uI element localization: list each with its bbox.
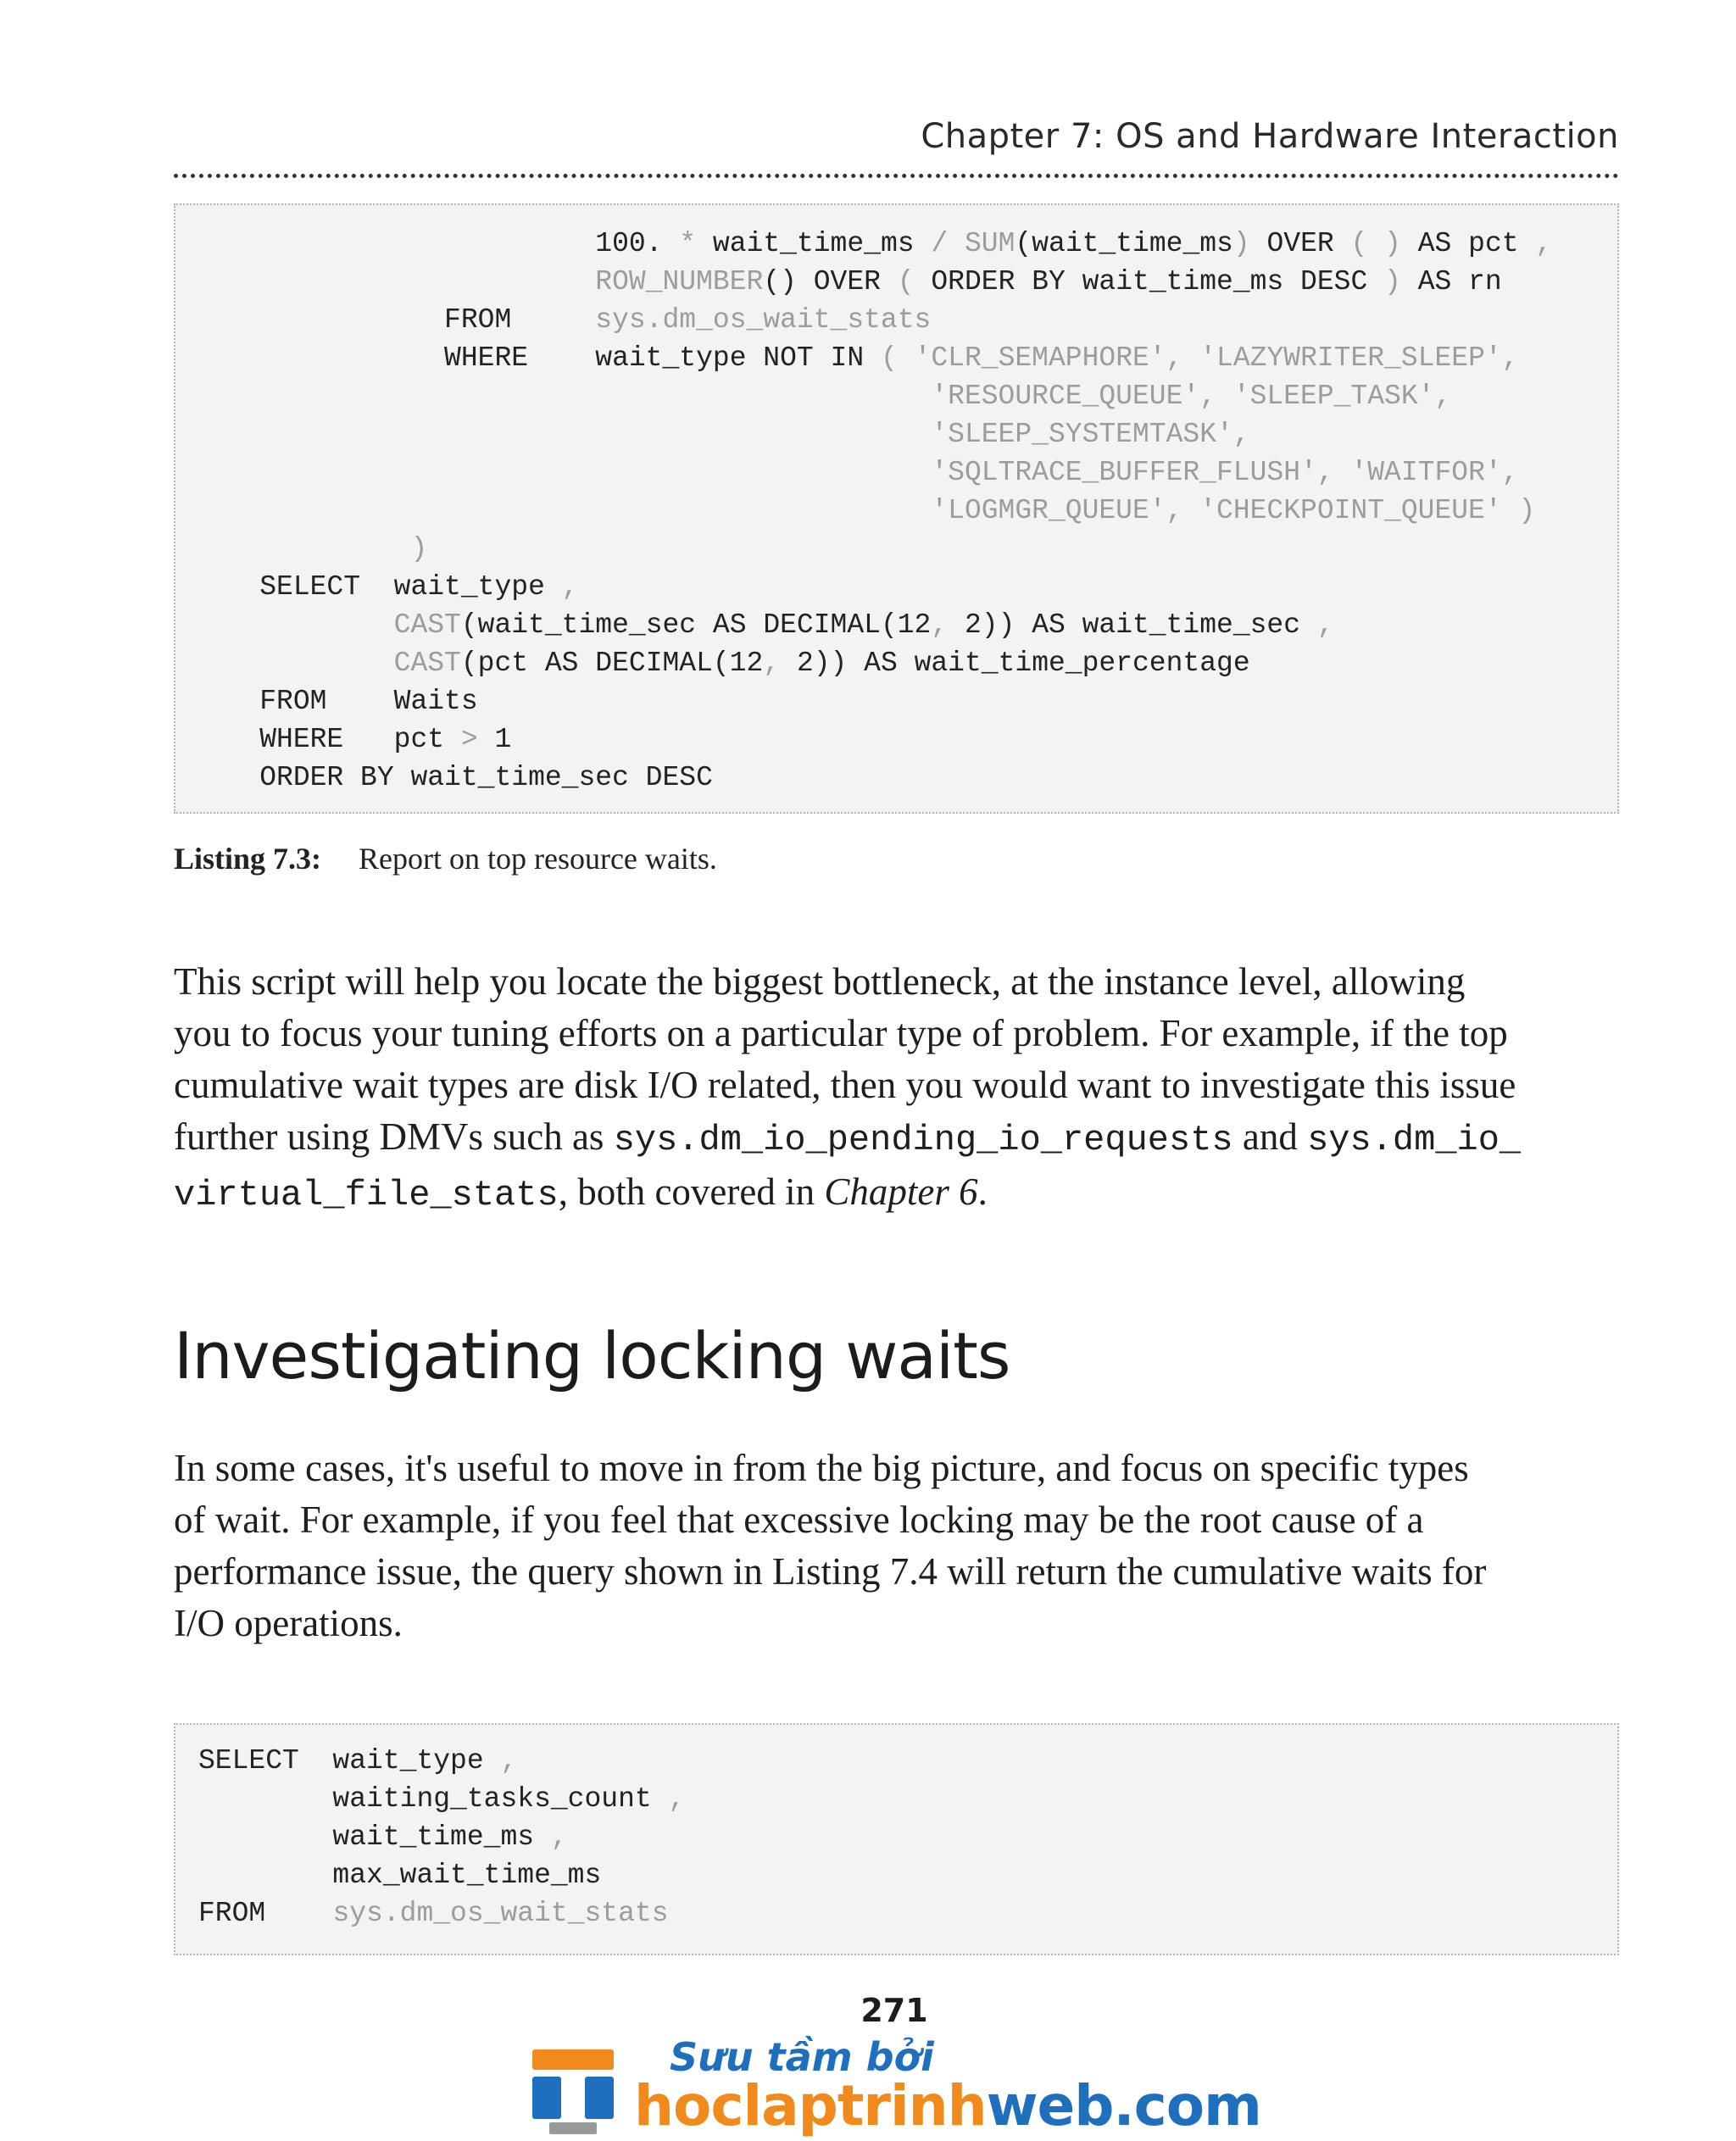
code-token-muted: ): [1384, 228, 1401, 259]
code-line: [192, 606, 1334, 644]
code-token-muted: ): [1232, 228, 1250, 259]
code-token: ORDER BY wait_time_sec DESC: [192, 762, 713, 793]
code-token: (wait_time_ms: [1015, 228, 1233, 259]
code-token: (pct AS DECIMAL(12: [460, 648, 764, 679]
body-paragraph: [174, 1443, 1632, 1649]
code-token: [192, 419, 931, 450]
code-line: [192, 492, 1535, 530]
text-run: .: [977, 1171, 988, 1213]
caption-label: Listing 7.3:: [174, 842, 322, 876]
code-token-muted: >: [460, 724, 478, 755]
code-token-muted: 'RESOURCE_QUEUE': [931, 381, 1200, 412]
watermark-site-part2: web.com: [986, 2073, 1261, 2138]
code-token: 100.: [595, 228, 680, 259]
code-token-muted: 'CLR_SEMAPHORE': [914, 342, 1166, 374]
code-token-muted: sys.dm_os_wait_stats: [595, 304, 932, 336]
code-token: waiting_tasks_count: [198, 1783, 669, 1815]
text-run: further using DMVs such as: [174, 1115, 614, 1158]
code-token: [898, 342, 915, 374]
code-token: SELECT wait_type: [192, 571, 562, 603]
code-token-muted: ,: [1316, 457, 1334, 488]
code-token-muted: 'SQLTRACE_BUFFER_FLUSH': [931, 457, 1317, 488]
code-token: 2)) AS wait_time_sec: [948, 609, 1317, 641]
text-run: , both covered in: [558, 1171, 825, 1213]
code-token: (wait_time_sec AS DECIMAL(12: [460, 609, 932, 641]
code-token: WHERE pct: [192, 724, 461, 755]
paragraph-line: In some cases, it's useful to move in from the big picture, and focus on specific types: [174, 1447, 1469, 1489]
chapter-reference: Chapter 6: [824, 1171, 978, 1213]
watermark-site: [634, 2073, 1261, 2141]
code-token: AS pct: [1400, 228, 1536, 259]
code-token-muted: 'SLEEP_TASK': [1232, 381, 1435, 412]
code-token: ORDER BY wait_time_ms DESC: [914, 266, 1385, 298]
code-token-muted: (: [1350, 228, 1368, 259]
code-line: [198, 1780, 685, 1818]
code-token: OVER: [1249, 228, 1351, 259]
code-token-muted: ,: [1316, 609, 1334, 641]
paragraph-line: [174, 1166, 1632, 1221]
code-token-muted: ,: [500, 1745, 518, 1777]
code-line: [192, 644, 1250, 682]
code-token-muted: ,: [550, 1821, 568, 1853]
caption-text: Report on top resource waits.: [359, 842, 717, 876]
paragraph-line: [174, 1111, 1632, 1166]
code-line: [192, 530, 427, 568]
code-token: [192, 609, 394, 641]
watermark-site-part1: hoclaptrinh: [634, 2073, 987, 2138]
code-token: [192, 648, 394, 679]
code-line: [198, 1742, 517, 1780]
page-number: 271: [860, 1992, 928, 2029]
code-token-muted: ,: [1501, 457, 1519, 488]
running-header: Chapter 7: OS and Hardware Interaction: [921, 117, 1619, 156]
code-token-muted: /: [931, 228, 949, 259]
code-token-muted: *: [679, 228, 697, 259]
code-token-muted: SUM: [965, 228, 1015, 259]
code-line: [198, 1856, 601, 1894]
code-token: [948, 228, 965, 259]
paragraph-line: you to focus your tuning efforts on a particular type of problem. For example, if the top: [174, 1012, 1508, 1054]
code-token-muted: ): [410, 533, 428, 564]
code-token-muted: ,: [763, 648, 781, 679]
code-line: [192, 759, 713, 797]
code-line: [192, 682, 478, 720]
code-token-muted: (: [880, 342, 898, 374]
code-token-muted: ,: [931, 609, 949, 641]
code-token-muted: ,: [1535, 228, 1553, 259]
code-token: [192, 457, 931, 488]
code-token: FROM Waits: [192, 686, 478, 717]
inline-code-pending-io: sys.dm_io_pending_io_requests: [613, 1120, 1233, 1160]
paragraph-line: This script will help you locate the biggest bottleneck, at the instance level, allowing: [174, 960, 1466, 1003]
paragraph-line: performance issue, the query shown in Listing 7.4 will return the cumulative waits for: [174, 1550, 1487, 1593]
code-token-muted: 'WAITFOR': [1350, 457, 1502, 488]
code-line: [192, 453, 1519, 492]
code-line: [192, 568, 578, 606]
paragraph-line: cumulative wait types are disk I/O related, then you would want to investigate this issue: [174, 1064, 1516, 1106]
text-run: and: [1232, 1115, 1308, 1158]
header-divider: [174, 174, 1619, 178]
code-line: [192, 339, 1519, 377]
code-token-muted: sys.dm_os_wait_stats: [332, 1898, 669, 1929]
code-line: [192, 301, 931, 339]
code-line: [192, 720, 511, 759]
code-token-muted: ,: [1434, 381, 1452, 412]
code-line: [192, 225, 1552, 263]
code-token: [1182, 342, 1199, 374]
code-line: [198, 1818, 568, 1856]
code-token-muted: CAST: [393, 648, 461, 679]
watermark-tagline: Sưu tầm bởi: [670, 2034, 934, 2080]
code-token-muted: ): [1518, 495, 1536, 526]
code-token-muted: 'CHECKPOINT_QUEUE': [1199, 495, 1502, 526]
code-token: SELECT wait_type: [198, 1745, 501, 1777]
code-token-muted: 'SLEEP_SYSTEMTASK': [931, 419, 1233, 450]
code-token-muted: ROW_NUMBER: [595, 266, 764, 298]
code-listing-7-3: [174, 203, 1619, 814]
code-token: [1334, 457, 1351, 488]
code-token: [1182, 495, 1199, 526]
code-token-muted: (: [897, 266, 915, 298]
code-token: 2)) AS wait_time_percentage: [780, 648, 1250, 679]
code-token: [192, 495, 931, 526]
paragraph-line: I/O operations.: [174, 1602, 403, 1644]
code-token: WHERE wait_type NOT IN: [192, 342, 881, 374]
code-token: [192, 228, 595, 259]
code-token: () OVER: [763, 266, 898, 298]
code-token: [1216, 381, 1233, 412]
code-line: [192, 263, 1502, 301]
code-token: wait_time_ms: [696, 228, 932, 259]
listing-caption: [174, 837, 717, 880]
code-token-muted: ,: [1166, 495, 1183, 526]
code-token: AS rn: [1400, 266, 1502, 298]
code-token-muted: CAST: [393, 609, 461, 641]
code-line: [192, 415, 1250, 453]
code-token: [192, 266, 595, 298]
code-line: [192, 377, 1451, 415]
code-token: max_wait_time_ms: [198, 1860, 602, 1891]
code-token-muted: 'LOGMGR_QUEUE': [931, 495, 1166, 526]
code-token: FROM: [192, 304, 596, 336]
code-line: [198, 1894, 669, 1932]
code-token: 1: [477, 724, 512, 755]
code-token-muted: ,: [1501, 342, 1519, 374]
code-token: [192, 381, 931, 412]
inline-code-virtual-file-stats: sys.dm_io_: [1307, 1120, 1522, 1160]
code-token-muted: ): [1384, 266, 1401, 298]
code-token: [1502, 495, 1519, 526]
code-listing-7-4: [174, 1723, 1619, 1955]
paragraph-line: of wait. For example, if you feel that excessive locking may be the root cause of a: [174, 1499, 1424, 1541]
code-token: FROM: [198, 1898, 333, 1929]
code-token-muted: 'LAZYWRITER_SLEEP': [1199, 342, 1502, 374]
code-token: [192, 533, 410, 564]
code-token: [1367, 228, 1384, 259]
body-paragraph: [174, 956, 1632, 1221]
section-heading: Investigating locking waits: [174, 1318, 1010, 1393]
code-token: wait_time_ms: [198, 1821, 551, 1853]
watermark-logo-icon: [527, 2043, 619, 2136]
code-token-muted: ,: [1166, 342, 1183, 374]
code-token-muted: ,: [1232, 419, 1250, 450]
code-token-muted: ,: [561, 571, 579, 603]
code-token-muted: ,: [668, 1783, 686, 1815]
inline-code-virtual-file-stats-cont: virtual_file_stats: [174, 1175, 559, 1215]
code-token-muted: ,: [1199, 381, 1217, 412]
